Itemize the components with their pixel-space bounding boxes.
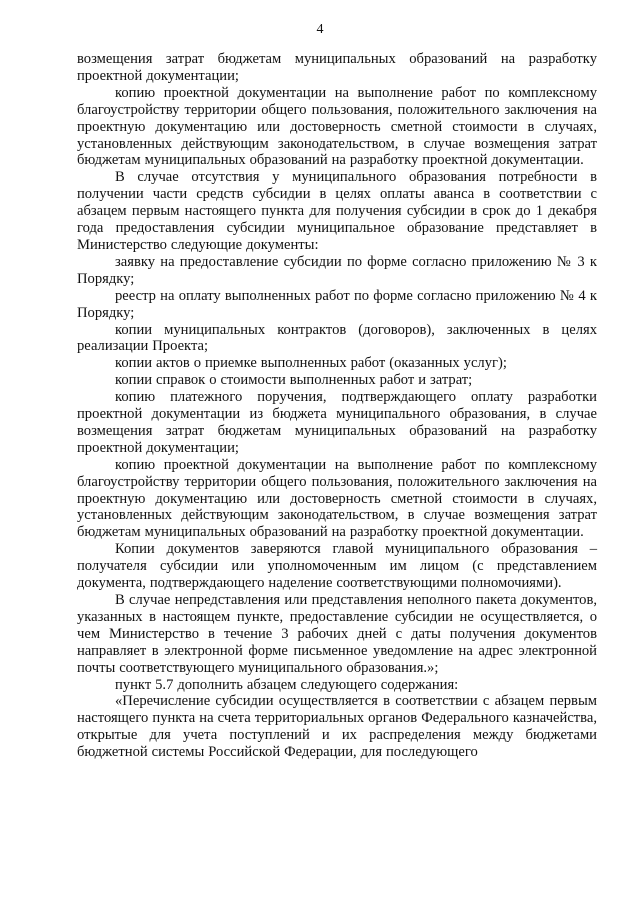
paragraph: реестр на оплату выполненных работ по форме согласно приложению № 4 к Порядку; — [77, 287, 597, 321]
paragraph: заявку на предоставление субсидии по форме согласно приложению № 3 к Порядку; — [77, 253, 597, 287]
paragraph: копию платежного поручения, подтверждающего оплату разработки проектной документации из бюджета муниципального образования, в случае возмещения затрат бюджетам муниципальных образований на разработку проектной документации; — [77, 389, 597, 456]
paragraph: возмещения затрат бюджетам муниципальных образований на разработку проектной документации; — [77, 51, 597, 84]
paragraph: копию проектной документации на выполнение работ по комплексному благоустройству территории общего пользования, положительного заключения на проектную документацию или достоверность сметной стоимости в случаях, установленных действующим законодательством, в случае возмещения затрат бюджетам муниципальных образований на разработку проектной документации. — [77, 84, 597, 169]
document-body — [77, 51, 597, 761]
paragraph: копию проектной документации на выполнение работ по комплексному благоустройству территории общего пользования, положительного заключения на проектную документацию или достоверность сметной стоимости в случаях, установленных действующим законодательством, в случае возмещения затрат бюджетам муниципальных образований на разработку проектной документации. — [77, 456, 597, 541]
paragraph: пункт 5.7 дополнить абзацем следующего содержания: — [115, 676, 459, 693]
paragraph: копии актов о приемке выполненных работ (оказанных услуг); — [115, 355, 507, 372]
paragraph: копии справок о стоимости выполненных работ и затрат; — [115, 372, 473, 389]
paragraph: Копии документов заверяются главой муниципального образования – получателя субсидии или уполномоченным им лицом (с представлением документа, подтверждающего наделение соответствующими полномочиями). — [77, 541, 597, 592]
paragraph: В случае отсутствия у муниципального образования потребности в получении части средств субсидии в целях оплаты аванса в соответствии с абзацем первым настоящего пункта для получения субсидии в срок до 1 декабря года предоставления субсидии муниципальное образование представляет в Министерство следующие документы: — [77, 169, 597, 253]
paragraph: «Перечисление субсидии осуществляется в соответствии с абзацем первым настоящего пункта на счета территориальных органов Федерального казначейства, открытые для учета поступлений и их распределения между бюджетами бюджетной системы Российской Федерации, для последующего — [77, 693, 597, 761]
paragraph: В случае непредставления или представления неполного пакета документов, указанных в настоящем пункте, предоставление субсидии не осуществляется, о чем Министерство в течение 3 рабочих дней с даты получения документов направляет в электронной форме письменное уведомление на адрес электронной почты соответствующего муниципального образования.»; — [77, 592, 597, 676]
page-number: 4 — [316, 22, 324, 37]
paragraph: копии муниципальных контрактов (договоров), заключенных в целях реализации Проекта; — [77, 321, 597, 355]
